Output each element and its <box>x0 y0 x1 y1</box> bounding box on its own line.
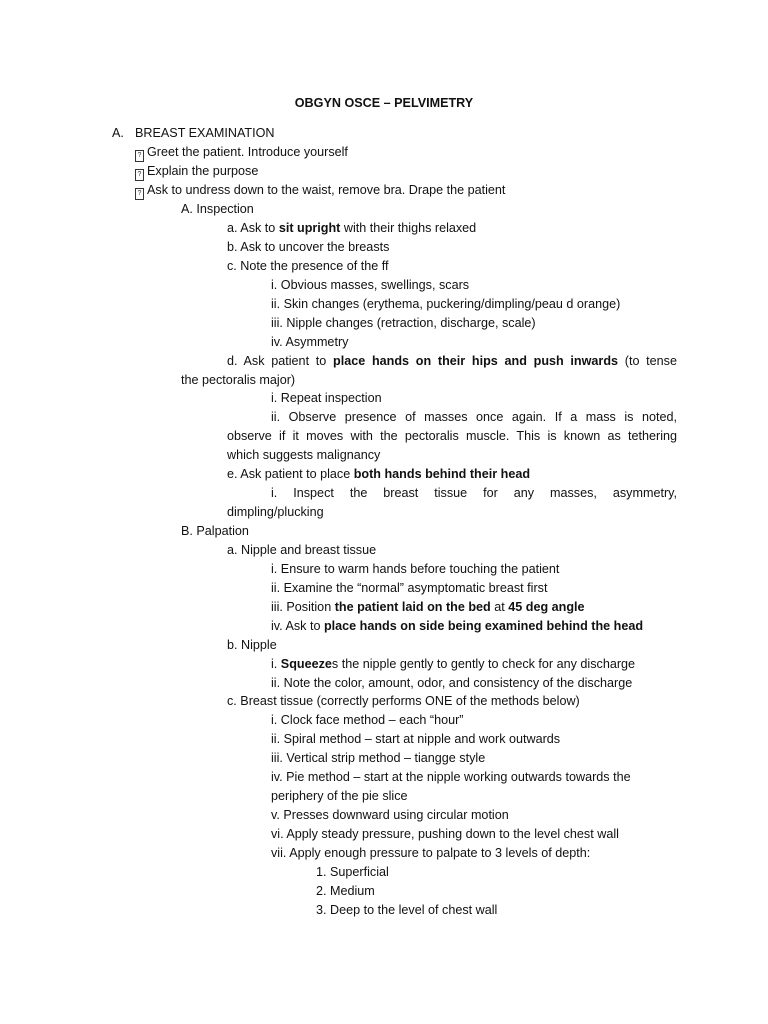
list-item: i. Clock face method – each “hour” <box>271 713 464 727</box>
inspection-item-a: a. Ask to sit upright with their thighs relaxed <box>227 221 477 235</box>
inspection-heading: A. Inspection <box>181 202 254 216</box>
checkbox-icon: ? <box>135 169 144 181</box>
list-item: i. Squeezes the nipple gently to gently to check for any discharge <box>271 657 636 671</box>
section-a-label: A. <box>112 126 124 140</box>
checklist-item: ? Ask to undress down to the waist, remove bra. Drape the patient <box>135 181 505 200</box>
list-item: iii. Position the patient laid on the bed at 45 deg angle <box>271 600 585 614</box>
list-item: i. Inspect the breast tissue for any masses, asymmetry, <box>271 486 677 500</box>
inspection-item-d: d. Ask patient to place hands on their hips and push inwards (to tense <box>227 354 677 368</box>
list-item: ii. Observe presence of masses once again. If a mass is noted, <box>271 410 677 424</box>
section-a-heading: BREAST EXAMINATION <box>135 126 275 140</box>
list-item: i. Obvious masses, swellings, scars <box>271 278 470 292</box>
list-item: i. Ensure to warm hands before touching the patient <box>271 562 560 576</box>
checklist-item: ? Greet the patient. Introduce yourself <box>135 143 348 162</box>
list-item: ii. Note the color, amount, odor, and consistency of the discharge <box>271 676 633 690</box>
list-item: iv. Ask to place hands on side being examined behind the head <box>271 619 644 633</box>
list-item-cont: dimpling/plucking <box>227 505 324 519</box>
list-item: vii. Apply enough pressure to palpate to 3 levels of depth: <box>271 846 591 860</box>
depth-item: 2. Medium <box>316 884 375 898</box>
list-item: v. Presses downward using circular motion <box>271 808 509 822</box>
checkbox-icon: ? <box>135 150 144 162</box>
list-item: iii. Nipple changes (retraction, discharge, scale) <box>271 316 536 330</box>
list-item: vi. Apply steady pressure, pushing down to the level chest wall <box>271 827 619 841</box>
palpation-item-c: c. Breast tissue (correctly performs ONE of the methods below) <box>227 694 580 708</box>
checkbox-icon: ? <box>135 188 144 200</box>
checklist-item: ? Explain the purpose <box>135 162 258 181</box>
list-item: iii. Vertical strip method – tiangge style <box>271 751 486 765</box>
inspection-item-e: e. Ask patient to place both hands behind their head <box>227 467 531 481</box>
inspection-item-c: c. Note the presence of the ff <box>227 259 389 273</box>
list-item-cont: which suggests malignancy <box>227 448 381 462</box>
inspection-item-d-cont: the pectoralis major) <box>181 373 296 387</box>
page-title: OBGYN OSCE – PELVIMETRY <box>294 96 474 110</box>
list-item-cont: periphery of the pie slice <box>271 789 408 803</box>
list-item: iv. Asymmetry <box>271 335 349 349</box>
depth-item: 3. Deep to the level of chest wall <box>316 903 498 917</box>
depth-item: 1. Superficial <box>316 865 389 879</box>
inspection-item-b: b. Ask to uncover the breasts <box>227 240 390 254</box>
list-item: ii. Spiral method – start at nipple and work outwards <box>271 732 561 746</box>
list-item: ii. Skin changes (erythema, puckering/dimpling/peau d orange) <box>271 297 621 311</box>
list-item-cont: observe if it moves with the pectoralis muscle. This is known as tethering <box>227 429 677 443</box>
list-item: i. Repeat inspection <box>271 391 382 405</box>
palpation-item-a: a. Nipple and breast tissue <box>227 543 377 557</box>
palpation-item-b: b. Nipple <box>227 638 277 652</box>
list-item: ii. Examine the “normal” asymptomatic breast first <box>271 581 548 595</box>
palpation-heading: B. Palpation <box>181 524 249 538</box>
list-item: iv. Pie method – start at the nipple working outwards towards the <box>271 770 631 784</box>
